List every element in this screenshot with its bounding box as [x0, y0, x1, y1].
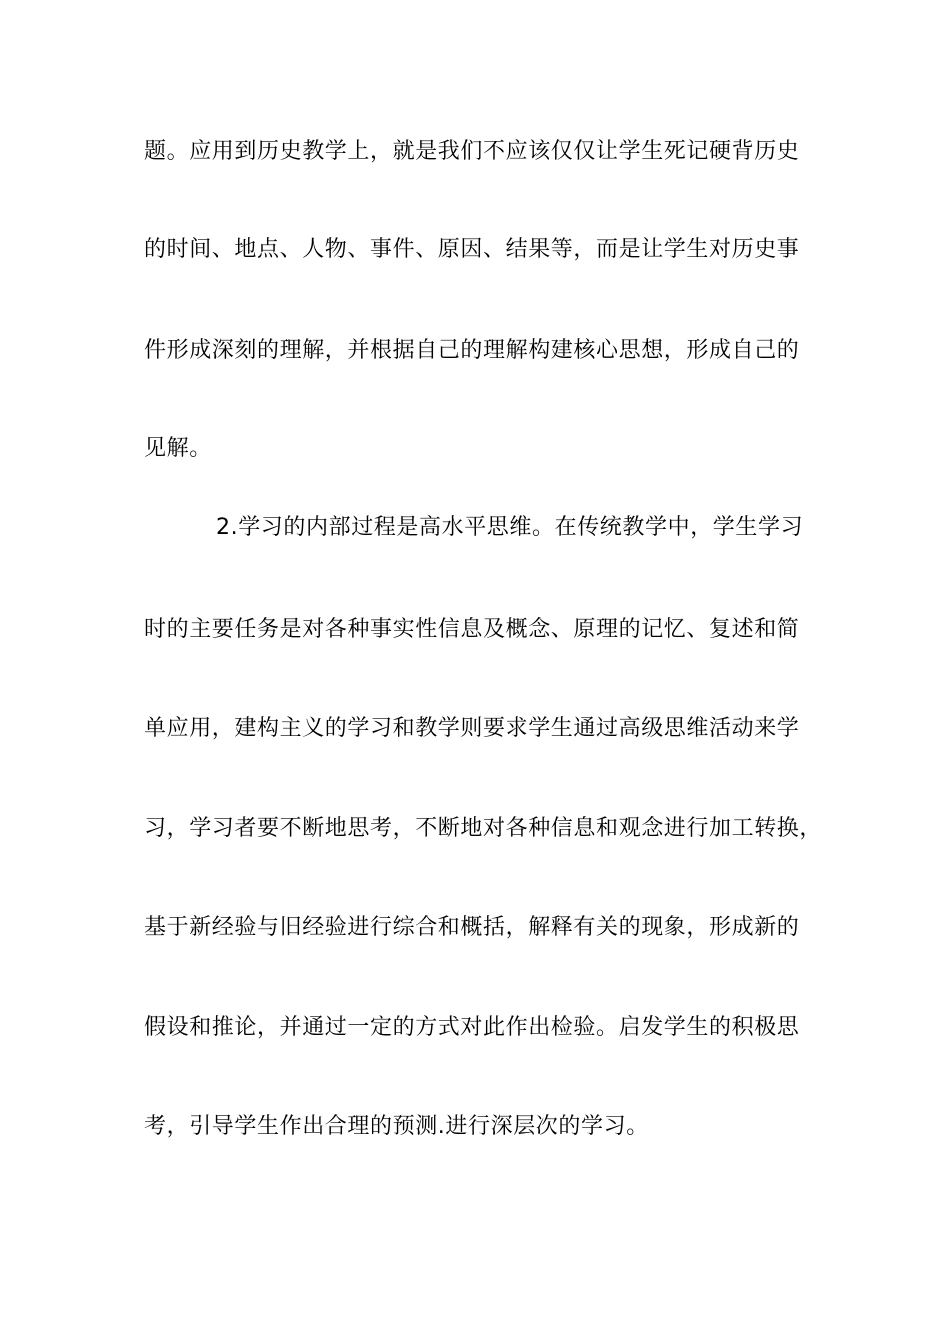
text-line: 题。应用到历史教学上，就是我们不应该仅仅让学生死记硬背历史 — [144, 139, 800, 164]
text-line: 基于新经验与旧经验进行综合和概括，解释有关的现象，形成新的 — [144, 915, 800, 940]
text-line: 时的主要任务是对各种事实性信息及概念、原理的记忆、复述和简 — [144, 617, 800, 642]
text-line: 假设和推论，并通过一定的方式对此作出检验。启发学生的积极思 — [144, 1015, 800, 1040]
text-line: 2.学习的内部过程是高水平思维。在传统教学中，学生学习 — [216, 515, 804, 540]
text-line: 习，学习者要不断地思考，不断地对各种信息和观念进行加工转换， — [144, 816, 823, 841]
text-line: 考，引导学生作出合理的预测.进行深层次的学习。 — [144, 1114, 649, 1139]
text-line: 单应用，建构主义的学习和教学则要求学生通过高级思维活动来学 — [144, 716, 800, 741]
text-line: 见解。 — [144, 436, 212, 461]
text-line: 的时间、地点、人物、事件、原因、结果等，而是让学生对历史事 — [144, 237, 800, 262]
text-line: 件形成深刻的理解，并根据自己的理解构建核心思想，形成自己的 — [144, 338, 800, 363]
